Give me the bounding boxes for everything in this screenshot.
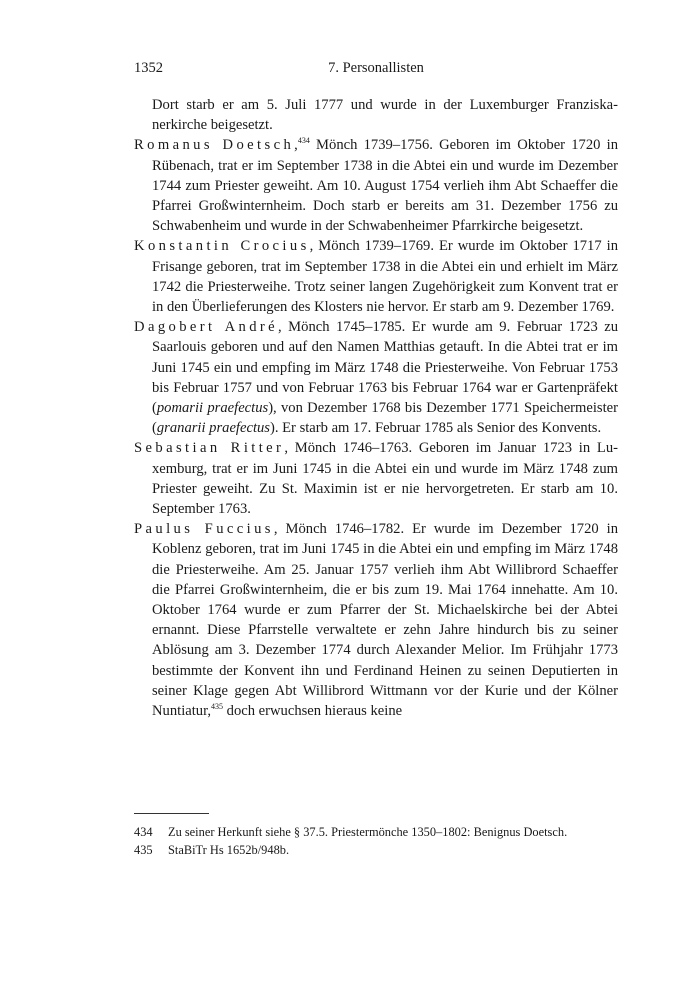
footnote-ref-435: 435 bbox=[211, 702, 223, 712]
entry-text: , Mönch 1746–1782. Er wurde im Dezember 1720 in Koblenz geboren, trat im Juni 1745 in die Abtei ein und empfing im März 1748 die Priesterweihe. Am 25. Januar 1757 verlieh ihm Abt Willibrord Schaeffer die Pfarrei Großwinternheim, die er bis zum 19. Mai 1764 innehatte. Am 10. Oktober 1764 wurde er zum Pfarrer der St. Michaelskirche bei der Abtei ernannt. Diese Pfarrstelle verwaltete er zehn Jahre hindurch bis zu seiner Ablösung am 3. Dezember 1774 durch Alexander Melior. Im Frühjahr 1773 bestimmte der Konvent ihn und Ferdinand Heinen zu seinen Deputierten in seiner Klage gegen Abt Willibrord Wittmann vor der Kurie und der Kölner Nuntiatur, bbox=[152, 521, 618, 720]
entry-paulus-fuccius bbox=[134, 519, 618, 721]
footnote-text: Zu seiner Herkunft siehe § 37.5. Priestermönche 1350–1802: Benignus Doetsch. bbox=[168, 825, 568, 839]
entry-text: , Mönch 1739–1769. Er wurde im Oktober 1717 in Frisange geboren, trat im September 1738 in die Abtei ein und erhielt im März 1742 die Priesterweihe. Trotz seiner langen Zugehörigkeit zum Konvent trat er in den Überlieferungen des Klosters nie hervor. Er starb am 9. Dezember 1769. bbox=[152, 238, 619, 316]
continuation-paragraph: Dort starb er am 5. Juli 1777 und wurde in der Luxemburger Franziskanerkirche beigesetzt. bbox=[152, 97, 618, 134]
entry-name: Paulus Fuccius bbox=[134, 521, 274, 538]
main-text bbox=[134, 95, 618, 721]
entry-text: Mönch 1739–1756. Geboren im Oktober 1720 in Rübenach, trat er im September 1738 in die Abtei ein und wurde im Dezember 1744 zum Priester geweiht. Am 10. August 1754 verlieh ihm Abt Schaeffer die Pfarrei Großwinternheim. Doch starb er bereits am 31. Dezember 1756 zu Schwabenheim und wurde in der Schwabenheimer Pfarrkirche beigesetzt. bbox=[152, 137, 618, 235]
page-number: 1352 bbox=[134, 60, 163, 76]
running-title: 7. Personallisten bbox=[328, 60, 424, 76]
entry-text: doch erwuchsen hieraus keine bbox=[223, 703, 403, 720]
footnote-text: StaBiTr Hs 1652b/948b. bbox=[168, 843, 290, 857]
entry-text: ), von Dezember 1768 bis Dezember 1771 Speichermeister ( bbox=[152, 400, 618, 437]
entry-konstantin-crocius bbox=[134, 236, 618, 317]
entry-romanus-doetsch: Romanus Doetsch,$^{434}$ Mönch 1739–1756. Geboren im Oktober 1720 in Rübenach, trat er im September 1738 in die Abtei ein und wurde im Dezember 1744 zum Priester geweiht. Am 10. August 1754 verlieh ihm Abt Schaeffer die Pfarrei Großwinternheim. Doch starb er bereits am 31. Dezember 1756 zu Schwabenheim und wurde in der Schwabenheimer Pfarrkirche beigesetzt. bbox=[134, 136, 618, 235]
entry-sebastian-ritter bbox=[134, 438, 618, 519]
footnote-435 bbox=[134, 841, 618, 859]
entry-name: Sebastian Ritter bbox=[134, 440, 285, 457]
entry-text: , Mönch 1746–1763. Geboren im Januar 1723 in Luxemburg, trat er im Juni 1745 in die Abtei ein und wurde im März 1748 zum Priester geweiht. Zu St. Maximin ist er nie hervorgetreten. Er starb am 10. September 1763. bbox=[152, 440, 618, 518]
footnotes bbox=[134, 823, 618, 859]
footnote-ref-434: 434 bbox=[297, 136, 310, 146]
entry-name: Konstantin Crocius bbox=[134, 238, 310, 255]
entry-dagobert-andre bbox=[134, 317, 618, 438]
footnote-number: 434 bbox=[134, 825, 153, 839]
entry-name: Romanus Doetsch bbox=[134, 137, 295, 154]
footnote-434 bbox=[134, 823, 618, 841]
entry-text: , Mönch 1745–1785. Er wurde am 9. Februar 1723 zu Saarlouis geboren und auf den Namen Matthias getauft. In die Abtei trat er im Juni 1745 ein und empfing im März 1748 die Priesterweihe. Von Februar 1753 bis Februar 1757 und von Februar 1763 bis Februar 1764 war er Gartenpräfekt ( bbox=[152, 319, 618, 417]
latin-term: pomarii praefectus bbox=[156, 400, 269, 417]
entry-text: ). Er starb am 17. Februar 1785 als Senior des Konvents. bbox=[269, 420, 602, 437]
entry-name: Dagobert André bbox=[134, 319, 279, 336]
latin-term: granarii praefectus bbox=[156, 420, 270, 437]
footnote-number: 435 bbox=[134, 843, 153, 857]
footnote-rule bbox=[134, 813, 209, 814]
page-header bbox=[134, 60, 618, 80]
